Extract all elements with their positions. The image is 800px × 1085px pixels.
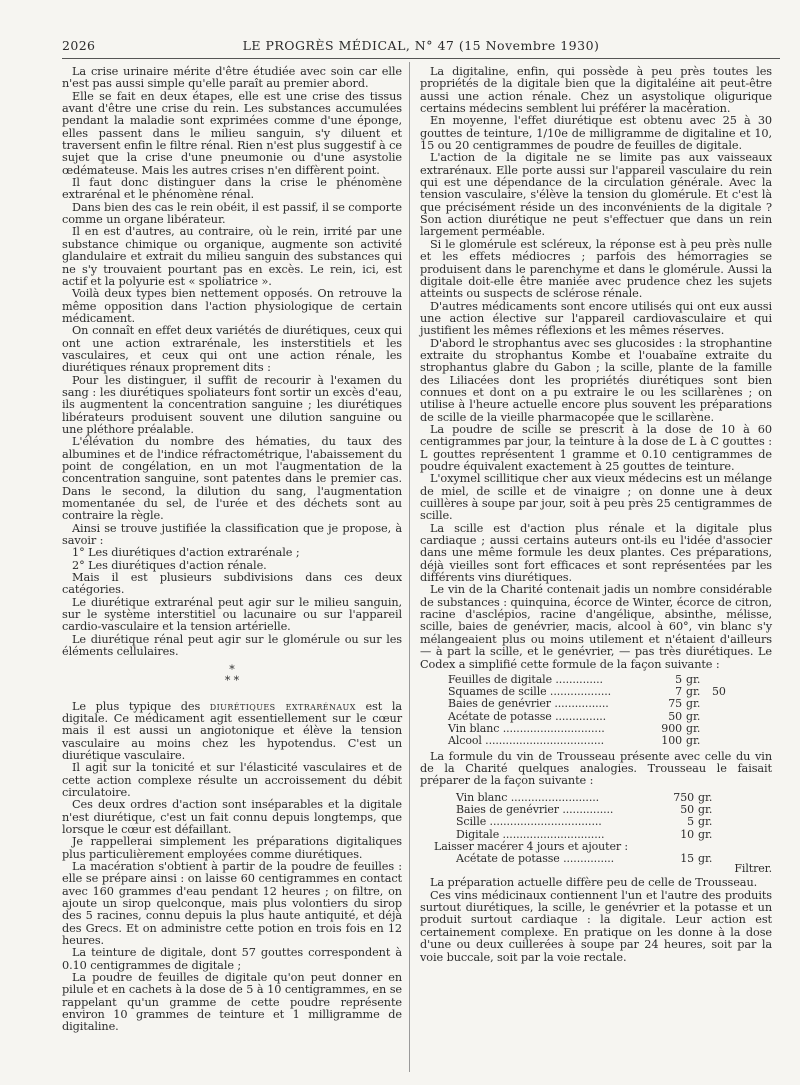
ingredient-unit: gr. <box>698 852 713 866</box>
paragraph: En moyenne, l'effet diurétique est obtenu avec 25 à 30 gouttes de teinture, 1/10e de milligramme de digitaline et 10, 15 ou 20 centigrammes de poudre de feuilles de digitale. <box>420 114 772 153</box>
ingredient-name: Feuilles de digitale .............. <box>448 672 603 686</box>
ingredient-quantity: 15 <box>680 852 694 866</box>
paragraph: Le vin de la Charité contenait jadis un nombre considérable de substances : quinquina, écorce de Winter, écorce de citron, racine d'asclépios, racine d'angélique, absinthe, mélisse, scille, baies de genévrier, macis, alcool à 60°, vin blanc s'y mélangeaient plus ou moins utilement et n'étaient d'ailleurs — à part la scille, et le genévrier, — pas très diurétiques. Le Codex a simplifié cette formule de la façon suivante : <box>420 583 772 671</box>
paragraph: Le diurétique extrarénal peut agir sur le milieu sanguin, sur le système interstitiel ou lacunaire ou sur l'appareil cardio-vasculaire et la tension artérielle. <box>62 595 402 634</box>
recipe-note: Laisser macérer 4 jours et ajouter : <box>434 839 629 853</box>
ingredient-quantity: 900 <box>661 722 682 736</box>
ingredient-name: Acétate de potasse ............... <box>448 709 607 723</box>
text-run: Le plus typique des <box>72 699 210 713</box>
ingredient-quantity: 100 <box>661 734 682 748</box>
paragraph: Le diurétique rénal peut agir sur le glomérule ou sur les éléments cellulaires. <box>62 632 402 659</box>
ingredient-extra <box>712 735 742 747</box>
paragraph: D'abord le strophantus avec ses glucosides : la strophantine extraite du strophantus Kombe et l'ouabaïne extraite du strophantus glabre du Gabon ; la scille, plante de la famille des Liliacées dont les propriétés diurétiques sont bien connues et dont on a pu extraire le ou les scillarènes ; on utilise à l'heure actuelle encore plus souvent les préparations de scille de la vieille pharmacopée que le scillarène. <box>420 336 772 424</box>
list-item: 1° Les diurétiques d'action extrarénale ; <box>72 546 300 560</box>
paragraph: La digitaline, enfin, qui possède à peu près toutes les propriétés de la digitale bien que la digitaléine ait peut-être aussi une action rénale. Chez un asystolique oligurique certains médecins semblent lui préférer la macération. <box>420 65 772 116</box>
paragraph: Voilà deux types bien nettement opposés. On retrouve la même opposition dans l'action physiologique de certain médicament. <box>62 287 402 325</box>
ingredient-quantity: 50 <box>680 802 694 816</box>
ingredient-name: Squames de scille .................. <box>448 685 612 699</box>
trousseau-recipe <box>434 792 772 876</box>
paragraph: Ces vins médicinaux contiennent l'un et l'autre des produits surtout diurétiques, la scille, le genévrier et la potasse et un produit surtout cardiaque : la digitale. Leur action est certainement complexe. En pratique on les donne à la dose d'une ou deux cuillerées à soupe par 24 heures, soit par la voie buccale, soit par la voie rectale. <box>420 888 772 964</box>
separator-stars-bottom: * * <box>224 673 240 687</box>
paragraph: La teinture de digitale, dont 57 gouttes correspondent à 0.10 centigrammes de digitale ; <box>62 946 402 972</box>
small-caps-term: diurétiques extrarénaux <box>209 699 356 713</box>
ingredient-extra <box>712 698 742 710</box>
separator-star-top: * <box>229 662 235 676</box>
paragraph: Dans bien des cas le rein obéit, il est passif, il se comporte comme un organe libérateur. <box>62 200 402 227</box>
ingredient-quantity: 7 <box>675 685 682 699</box>
ingredient-name: Vin blanc .......................... <box>456 790 600 804</box>
ingredient-unit: gr. <box>686 709 701 723</box>
paragraph: L'élévation du nombre des hématies, du taux des albumines et de l'indice réfractométrique, l'abaissement du point de congélation, en un mot l'augmentation de la concentration sanguine, sont patentes dans le premier cas. Dans le second, la dilution du sang, l'augmentation momentanée du sel, de l'urée et des déchets sont au contraire la règle. <box>62 435 402 523</box>
codex-recipe-table <box>448 674 742 748</box>
paragraph: D'autres médicaments sont encore utilisés qui ont eux aussi une action élective sur l'appareil cardiovasculaire et qui justifient les mêmes réflexions et les mêmes réserves. <box>420 299 772 338</box>
paragraph: La macération s'obtient à partir de la poudre de feuilles : elle se prépare ainsi : on laisse 60 centigrammes en contact avec 160 grammes d'eau pendant 12 heures ; on filtre, on ajoute un sirop quelconque, mais plus volontiers du sirop des 5 racines, connu depuis la plus haute antiquité, et déjà des Grecs. Et on administre cette potion en trois fois en 12 heures. <box>62 859 402 948</box>
paragraph: La crise urinaire mérite d'être étudiée avec soin car elle n'est pas aussi simple qu'elle paraît au premier abord. <box>62 65 402 91</box>
paragraph: La scille est d'action plus rénale et la digitale plus cardiaque ; aussi certains auteurs ont-ils eu l'idée d'associer dans une même formule les deux plantes. Ces préparations, déjà vieilles sont fort efficaces et sont représentées par les différents vins diurétiques. <box>420 521 772 585</box>
ingredient-unit: gr. <box>698 802 713 816</box>
paragraph: Mais il est plusieurs subdivisions dans ces deux catégories. <box>62 571 402 597</box>
paragraph: L'oxymel scillitique cher aux vieux médecins est un mélange de miel, de scille et de vinaigre ; on donne une à deux cuillères à soupe par jour, soit à peu près 25 centigrammes de scille. <box>420 472 772 523</box>
ingredient-extra: 50 <box>712 685 726 699</box>
paragraph: Je rappellerai simplement les préparations digitaliques plus particulièrement employées comme diurétiques. <box>62 835 402 861</box>
recipe-row <box>448 735 742 747</box>
paragraph: Il en est d'autres, au contraire, où le rein, irrité par une substance chimique ou organique, augmente son activité glandulaire et extrait du milieu sanguin des substances qui ne s'y trouvaient pourtant pas en excès. Le rein, ici, est actif et la polyurie est « spoliatrice ». <box>62 225 402 288</box>
page-header <box>62 38 780 54</box>
filter-instruction: Filtrer. <box>734 862 772 876</box>
paragraph: La formule du vin de Trousseau présente avec celle du vin de la Charité quelques analogies. Trousseau le faisait préparer de la façon suivante : <box>420 749 772 788</box>
recipe-row <box>434 816 772 828</box>
ingredient-unit: gr. <box>698 790 713 804</box>
paragraph: Si le glomérule est scléreux, la réponse est à peu près nulle et les effets médiocres ; parfois des hémorragies se produisent dans le parenchyme et dans le glomérule. Aussi la digitale doit-elle être maniée avec prudence chez les sujets atteints ou suspects de sclérose rénale. <box>420 237 772 301</box>
ingredient-quantity: 50 <box>668 709 682 723</box>
ingredient-unit: gr. <box>698 827 713 841</box>
ingredient-name: Baies de genévrier ................ <box>448 697 609 711</box>
recipe-row <box>448 698 742 710</box>
ingredient-unit: gr. <box>686 734 701 748</box>
ingredient-name: Digitale .............................. <box>456 827 605 841</box>
ingredient-name: Baies de genévrier ............... <box>456 802 614 816</box>
ingredient-name: Vin blanc .............................. <box>448 722 605 736</box>
text-run: est la digitale. Ce médicament agit essentiellement sur le cœur mais il est aussi un angiotonique et élève la tension vasculaire au moins chez les hypotendus. C'est un diurétique vasculaire. <box>62 699 402 762</box>
ingredient-unit: gr. <box>686 697 701 711</box>
paragraph <box>62 701 402 763</box>
paragraph: La préparation actuelle diffère peu de celle de Trousseau. <box>430 876 758 890</box>
right-column <box>420 66 772 964</box>
ingredient-quantity: 5 <box>687 815 694 829</box>
paragraph: Elle se fait en deux étapes, elle est une crise des tissus avant d'être une crise du rein. Les substances accumulées pendant la maladie sont exprimées comme d'une éponge, elles passent dans le milieu sanguin, s'y diluent et traversent enfin le filtre rénal. Rien n'est plus suggestif à ce sujet que la crise d'une pneumonie ou d'une asystolie œdémateuse. Mais les autres crises n'en diffèrent point. <box>62 89 402 177</box>
paragraph: L'action de la digitale ne se limite pas aux vaisseaux extrarénaux. Elle porte aussi sur l'appareil vasculaire du rein qui est une dépendance de la circulation générale. Avec la tension vasculaire, s'élève la tension du glomérule. Et c'est là que précisément réside un des inconvénients de la digitale ? Son action diurétique ne peut s'effectuer que dans un rein largement perméable. <box>420 151 772 239</box>
ingredient-name: Alcool ................................... <box>448 734 605 748</box>
paragraph: Ces deux ordres d'action sont inséparables et la digitale n'est diurétique, c'est un fait connu depuis longtemps, que lorsque le cœur est défaillant. <box>62 798 402 836</box>
ingredient-quantity: 75 <box>668 697 682 711</box>
left-column <box>62 66 402 1034</box>
ingredient-unit: gr. <box>686 722 701 736</box>
ingredient-quantity: 10 <box>680 827 694 841</box>
ingredient-unit: gr. <box>686 672 701 686</box>
section-separator <box>62 664 402 686</box>
column-divider <box>409 62 410 1072</box>
paragraph: On connaît en effet deux variétés de diurétiques, ceux qui ont une action extrarénale, les insterstitiels et les vasculaires, et ceux qui ont une action rénale, les diurétiques rénaux proprement dits : <box>62 324 402 375</box>
ingredient-unit: gr. <box>686 685 701 699</box>
header-rule <box>62 58 780 59</box>
paragraph: Ainsi se trouve justifiée la classification que je propose, à savoir : <box>62 521 402 548</box>
list-item: 2° Les diurétiques d'action rénale. <box>72 558 267 572</box>
paragraph: Il agit sur la tonicité et sur l'élasticité vasculaires et de cette action complexe résulte un accroissement du débit circulatoire. <box>62 761 402 799</box>
paragraph: La poudre de feuilles de digitale qu'on peut donner en pilule et en cachets à la dose de 5 à 10 centigrammes, en se rappelant qu'un gramme de cette poudre représente environ 10 grammes de teinture et 1 milligramme de digitaline. <box>62 971 402 1034</box>
page-number: 2026 <box>62 38 96 53</box>
ingredient-quantity: 5 <box>675 672 682 686</box>
ingredient-name: Acétate de potasse ............... <box>456 852 615 866</box>
ingredient-extra <box>712 723 742 735</box>
paragraph: Il faut donc distinguer dans la crise le phénomène extrarénal et le phénomène rénal. <box>62 176 402 202</box>
ingredient-extra <box>712 711 742 723</box>
ingredient-unit: gr. <box>698 815 713 829</box>
ingredient-name: Scille ................................. <box>456 815 602 829</box>
paragraph: La poudre de scille se prescrit à la dose de 10 à 60 centigrammes par jour, la teinture à la dose de L à C gouttes : L gouttes représentent 1 gramme et 0.10 centigrammes de poudre équivalent exactement à 25 gouttes de teinture. <box>420 422 772 473</box>
recipe-row <box>434 853 772 865</box>
ingredient-quantity: 750 <box>673 790 694 804</box>
recipe-row <box>434 829 772 841</box>
journal-title: LE PROGRÈS MÉDICAL, N° 47 (15 Novembre 1930) <box>242 38 600 53</box>
paragraph: Pour les distinguer, il suffit de recourir à l'examen du sang : les diurétiques spoliateurs font sortir un excès d'eau, ils augmentent la concentration sanguine ; les diurétiques libérateurs produisent souvent une dilution sanguine ou une pléthore préalable. <box>62 373 402 436</box>
